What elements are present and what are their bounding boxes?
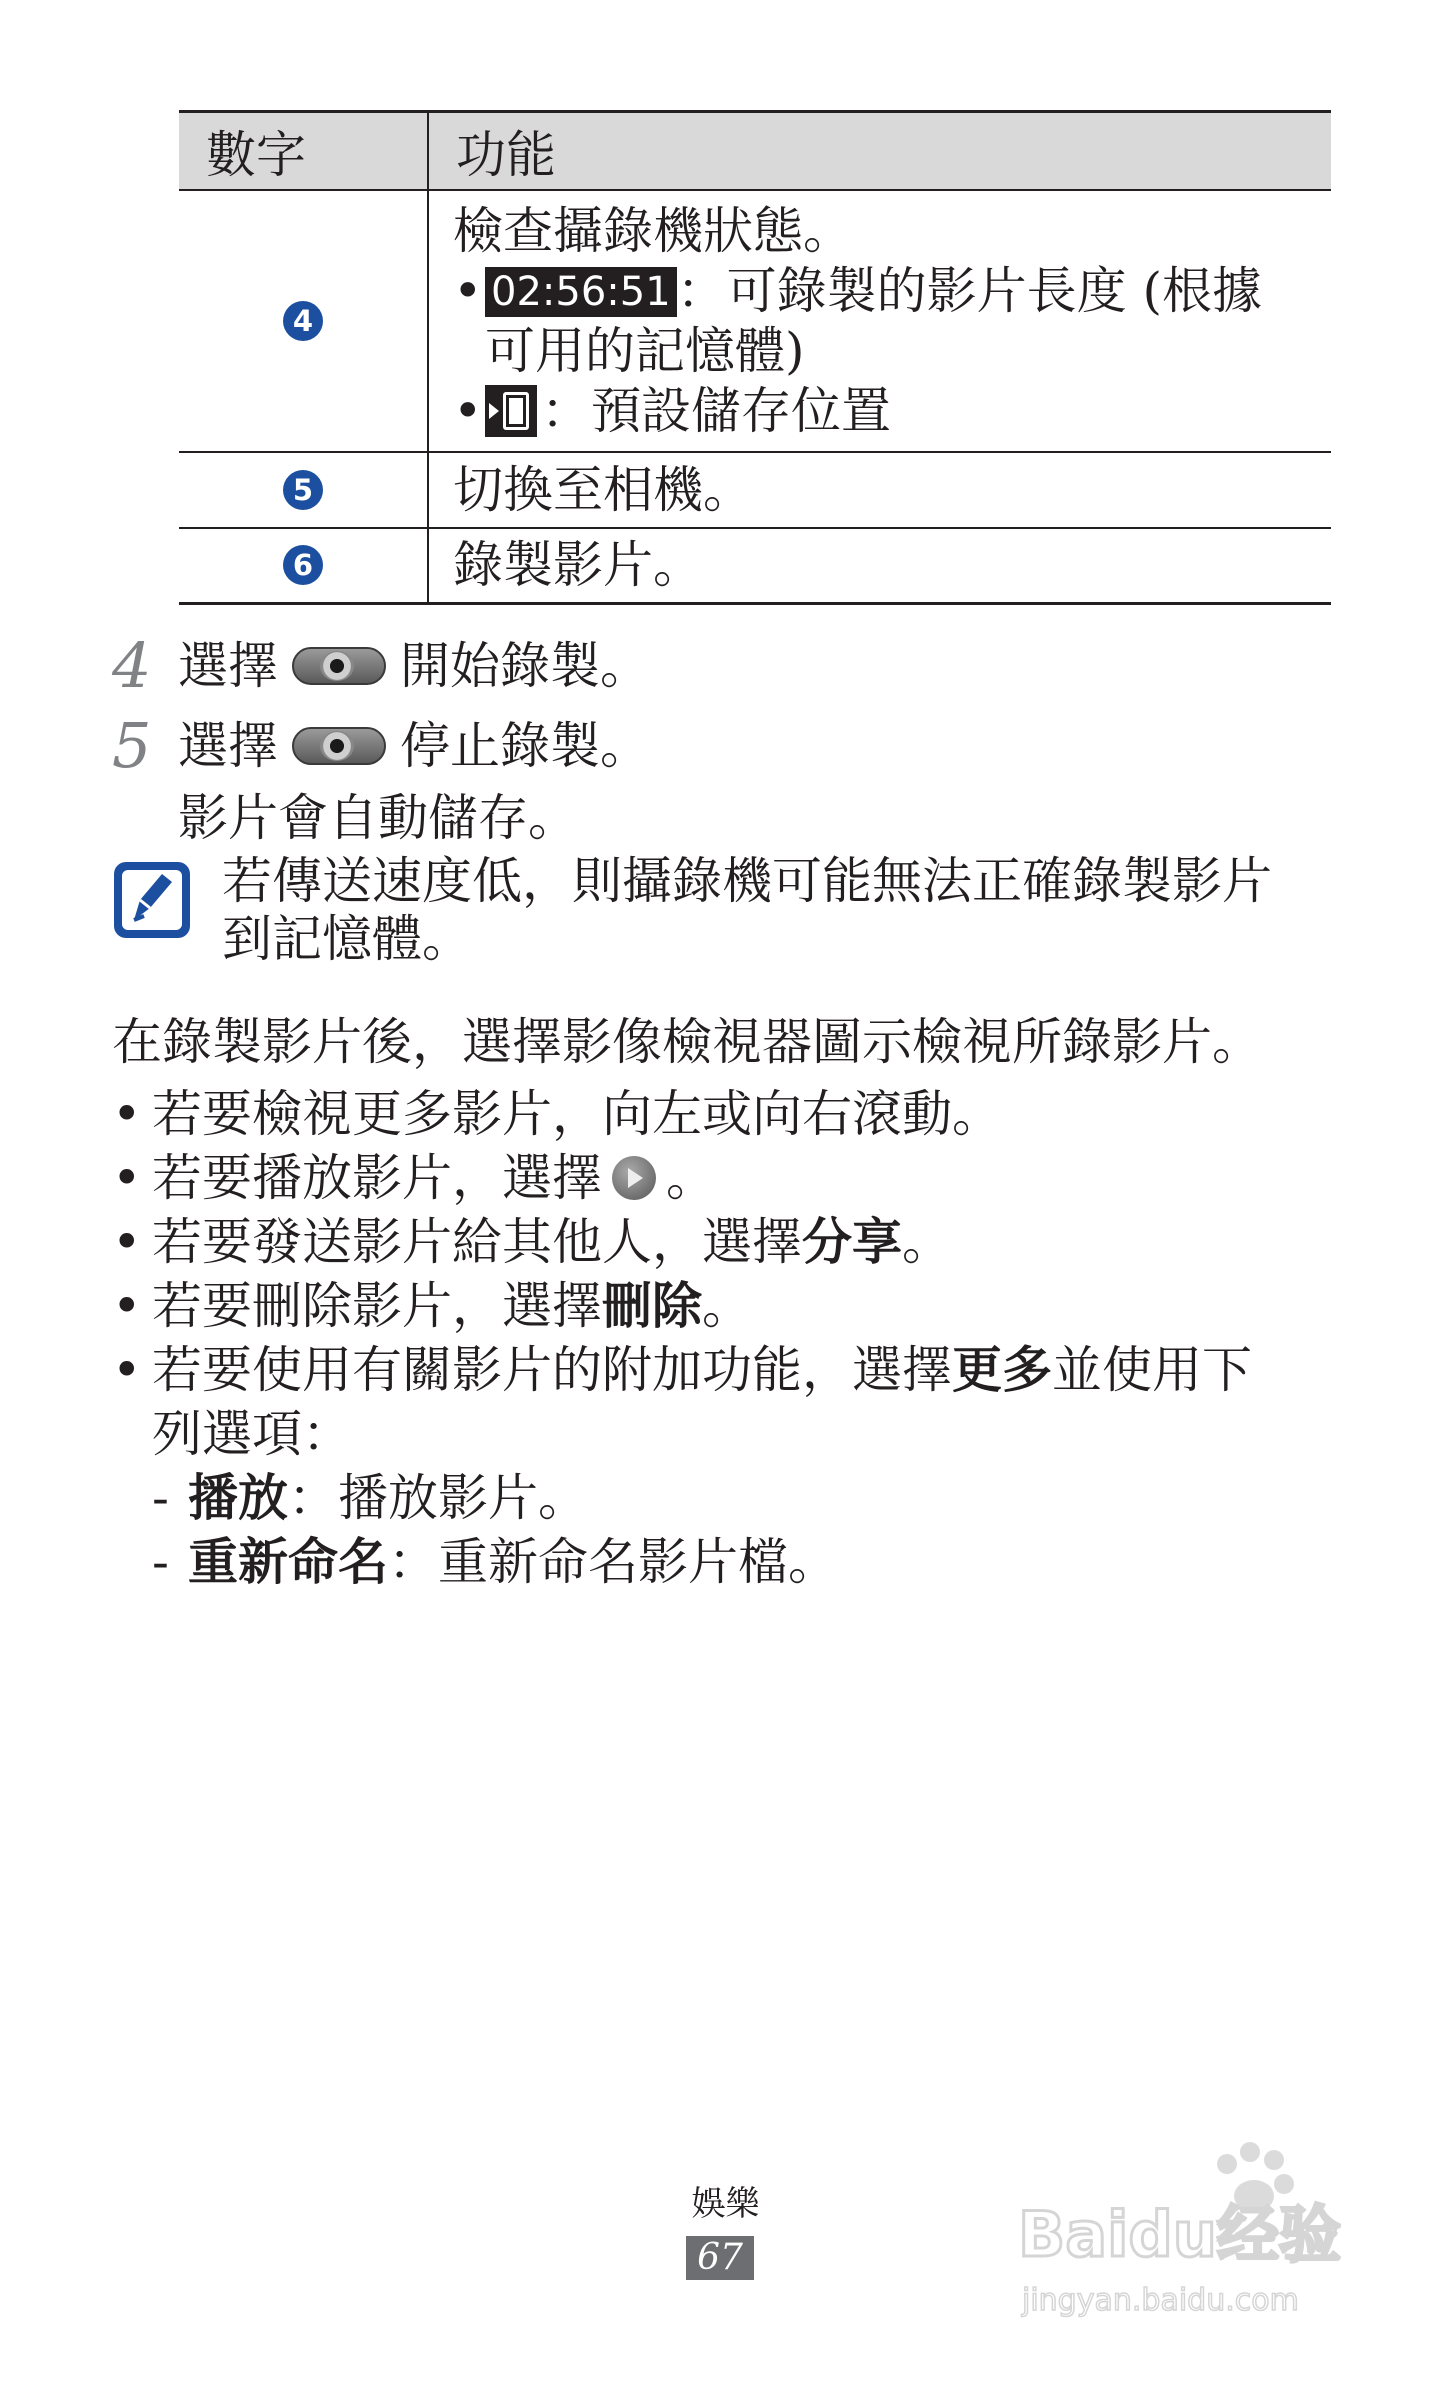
column-header-function: 功能 xyxy=(456,125,556,184)
row-description: 檢查攝錄機狀態。 xyxy=(453,201,853,260)
step-text: 停止錄製。 xyxy=(400,717,650,775)
list-item: • 02:56:51 ：可錄製的影片長度 (根據 可用的記憶體) xyxy=(453,261,1263,380)
step-text: 選擇 xyxy=(178,637,278,695)
list-item: • 若要發送影片給其他人，選擇分享。 xyxy=(112,1213,952,1271)
watermark-url: jingyan.baidu.com xyxy=(1022,2283,1299,2318)
table-row xyxy=(179,528,1331,604)
recording-time-indicator: 02:56:51 xyxy=(485,267,677,317)
watermark-brand: Baidu经验 xyxy=(1018,2198,1341,2271)
step-text: 開始錄製。 xyxy=(400,637,650,695)
intro-paragraph: 在錄製影片後，選擇影像檢視器圖示檢視所錄影片。 xyxy=(112,1013,1262,1071)
bullet-text-continued: 可用的記憶體) xyxy=(485,321,805,380)
step-4 xyxy=(112,629,650,702)
list-item: • ：預設儲存位置 xyxy=(453,381,891,440)
stop-button-icon xyxy=(292,727,386,765)
function-table xyxy=(179,110,1331,605)
section-title: 娛樂 xyxy=(691,2184,760,2224)
baidu-watermark-logo xyxy=(1012,2130,1352,2330)
options-list xyxy=(112,1082,1342,1594)
note-text: 若傳送速度低，則攝錄機可能無法正確錄製影片 到記憶體。 xyxy=(222,852,1272,968)
sub-option-rename: - 重新命名：重新命名影片檔。 xyxy=(152,1533,838,1591)
step-text: 選擇 xyxy=(178,717,278,775)
list-item: • 若要檢視更多影片，向左或向右滾動。 xyxy=(112,1085,1002,1143)
more-label: 更多 xyxy=(952,1341,1052,1399)
row-description: 切換至相機。 xyxy=(428,452,1331,528)
number-badge-6: 6 xyxy=(283,545,323,585)
row-description: 錄製影片。 xyxy=(428,528,1331,604)
bullet-text: ：預設儲存位置 xyxy=(541,381,891,440)
bullet-text: ：可錄製的影片長度 (根據 xyxy=(676,261,1263,320)
list-item: • 若要刪除影片，選擇刪除。 xyxy=(112,1277,752,1335)
delete-label: 刪除 xyxy=(602,1277,702,1335)
number-badge-5: 5 xyxy=(283,470,323,510)
step-number: 4 xyxy=(112,629,152,702)
table-row xyxy=(179,452,1331,528)
list-item: • 若要播放影片，選擇 。 xyxy=(112,1149,716,1207)
step-5 xyxy=(112,709,650,782)
play-icon xyxy=(612,1156,656,1200)
record-button-icon xyxy=(292,647,386,685)
share-label: 分享 xyxy=(802,1213,902,1271)
page-number: 67 xyxy=(686,2236,754,2280)
storage-location-icon xyxy=(485,385,537,437)
step-5-result: 影片會自動儲存。 xyxy=(178,789,578,847)
list-item: • 若要使用有關影片的附加功能，選擇更多並使用下 列選項： xyxy=(112,1341,1252,1463)
note-pencil-icon xyxy=(110,858,194,942)
table-row xyxy=(179,190,1331,452)
sub-option-play: - 播放：播放影片。 xyxy=(152,1469,588,1527)
column-header-number: 數字 xyxy=(179,112,428,190)
step-number: 5 xyxy=(112,709,152,782)
table-header-row xyxy=(179,112,1331,190)
number-badge-4: 4 xyxy=(283,301,323,341)
